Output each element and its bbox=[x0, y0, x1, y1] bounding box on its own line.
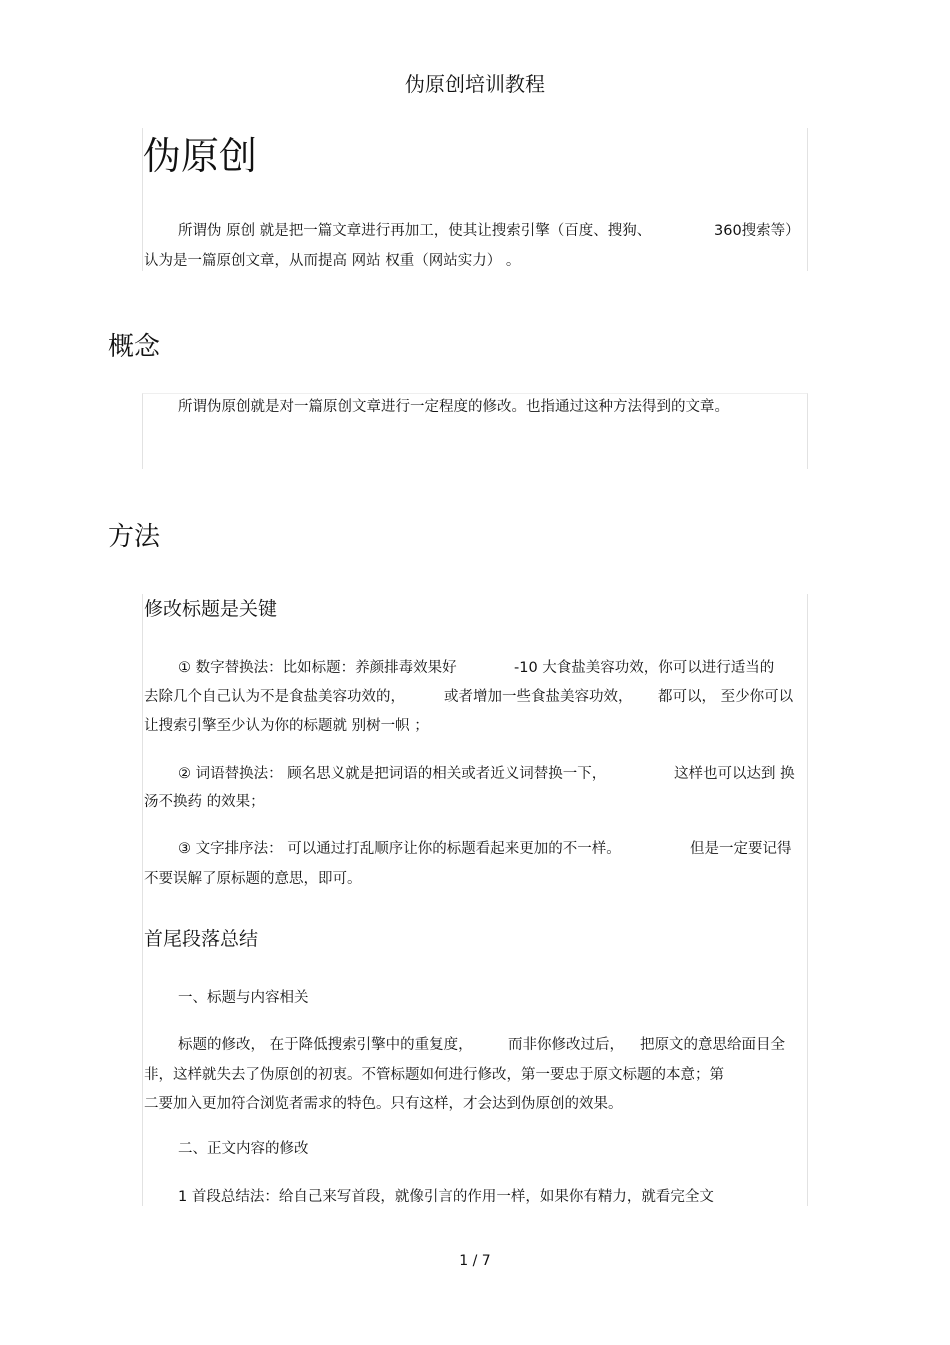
page-indicator: 1 / 7 bbox=[459, 1253, 491, 1269]
intro-para-line-2: 认为是一篇原创文章，从而提高 网站 权重（网站实力） 。 bbox=[144, 253, 521, 269]
section-title-method: 方法 bbox=[108, 522, 161, 552]
section-title-concept: 概念 bbox=[108, 332, 161, 362]
part1-title: 一、标题与内容相关 bbox=[178, 990, 309, 1006]
document-header-title: 伪原创培训教程 bbox=[405, 72, 545, 96]
subsection-title-modify-title: 修改标题是关键 bbox=[144, 598, 278, 620]
item2-line-2: 汤不换药 的效果； bbox=[144, 794, 265, 810]
item3-line-1a: ③ 文字排序法： 可以通过打乱顺序让你的标题看起来更加的不一样。 bbox=[178, 841, 621, 857]
item1-line-1a: ① 数字替换法：比如标题：养颜排毒效果好 bbox=[178, 660, 457, 676]
part2-line: 1 首段总结法：给自己来写首段，就像引言的作用一样，如果你有精力，就看完全文 bbox=[178, 1189, 714, 1205]
item3-line-2: 不要误解了原标题的意思，即可。 bbox=[144, 871, 362, 887]
part1-line-1c: 把原文的意思给面目全 bbox=[640, 1037, 785, 1053]
intro-para-line-1a: 所谓伪 原创 就是把一篇文章进行再加工，使其让搜索引擎（百度、搜狗、 bbox=[178, 223, 652, 239]
part1-line-1b: 而非你修改过后， bbox=[508, 1037, 624, 1053]
concept-para: 所谓伪原创就是对一篇原创文章进行一定程度的修改。也指通过这种方法得到的文章。 bbox=[178, 399, 729, 415]
subsection-title-summary: 首尾段落总结 bbox=[144, 928, 259, 950]
intro-para-line-1b: 360搜索等） bbox=[714, 223, 800, 239]
item1-line-2c: 都可以， 至少你可以 bbox=[658, 689, 794, 705]
item3-line-1b: 但是一定要记得 bbox=[690, 841, 792, 857]
part1-line-3: 二要加入更加符合浏览者需求的特色。只有这样，才会达到伪原创的效果。 bbox=[144, 1096, 623, 1112]
part1-line-2: 非，这样就失去了伪原创的初衷。不管标题如何进行修改，第一要忠于原文标题的本意；第 bbox=[144, 1067, 724, 1083]
section-title-weiyuanchuang: 伪原创 bbox=[143, 134, 258, 178]
section-box-method bbox=[142, 594, 808, 1206]
item1-line-2b: 或者增加一些食盐美容功效， bbox=[444, 689, 633, 705]
item2-line-1b: 这样也可以达到 换 bbox=[674, 766, 795, 782]
item1-line-1b: -10 大食盐美容功效，你可以进行适当的 bbox=[514, 660, 775, 676]
item1-line-3: 让搜索引擎至少认为你的标题就 别树一帜 ； bbox=[144, 718, 429, 734]
part1-line-1a: 标题的修改， 在于降低搜索引擎中的重复度， bbox=[178, 1037, 473, 1053]
item2-line-1a: ② 词语替换法： 顾名思义就是把词语的相关或者近义词替换一下， bbox=[178, 766, 607, 782]
item1-line-2a: 去除几个自己认为不是食盐美容功效的， bbox=[144, 689, 405, 705]
part2-title: 二、正文内容的修改 bbox=[178, 1141, 309, 1157]
